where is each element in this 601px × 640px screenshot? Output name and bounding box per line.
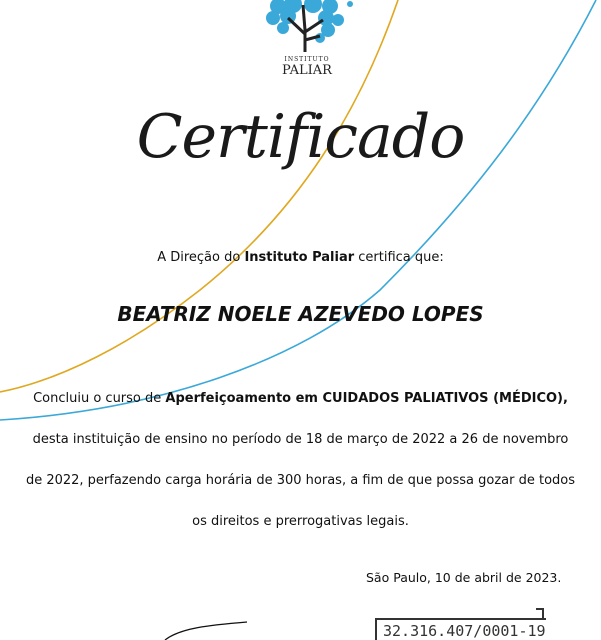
- logo-text-big: PALIAR: [282, 63, 332, 78]
- signature: [150, 610, 270, 640]
- issue-date: São Paulo, 10 de abril de 2023.: [366, 570, 562, 585]
- cnpj-stamp: 32.316.407/0001-19: [375, 618, 546, 640]
- certificate-body: Concluiu o curso de Aperfeiçoamento em CUIDADOS PALIATIVOS (MÉDICO), desta instituição de ensino no período de 18 de março de 2022 a 26 de novembro de 2022, perfazendo carga horária de 300 horas, a fim de que possa gozar de todos os direitos e prerrogativas legais.: [25, 391, 576, 529]
- intro-text: A Direção do Instituto Paliar certifica que:: [157, 250, 444, 265]
- logo-text-small: INSTITUTO: [284, 56, 330, 63]
- stamp-corner: [536, 608, 544, 620]
- certificate-title: Certificado: [136, 102, 465, 172]
- recipient-name: BEATRIZ NOELE AZEVEDO LOPES: [117, 302, 484, 326]
